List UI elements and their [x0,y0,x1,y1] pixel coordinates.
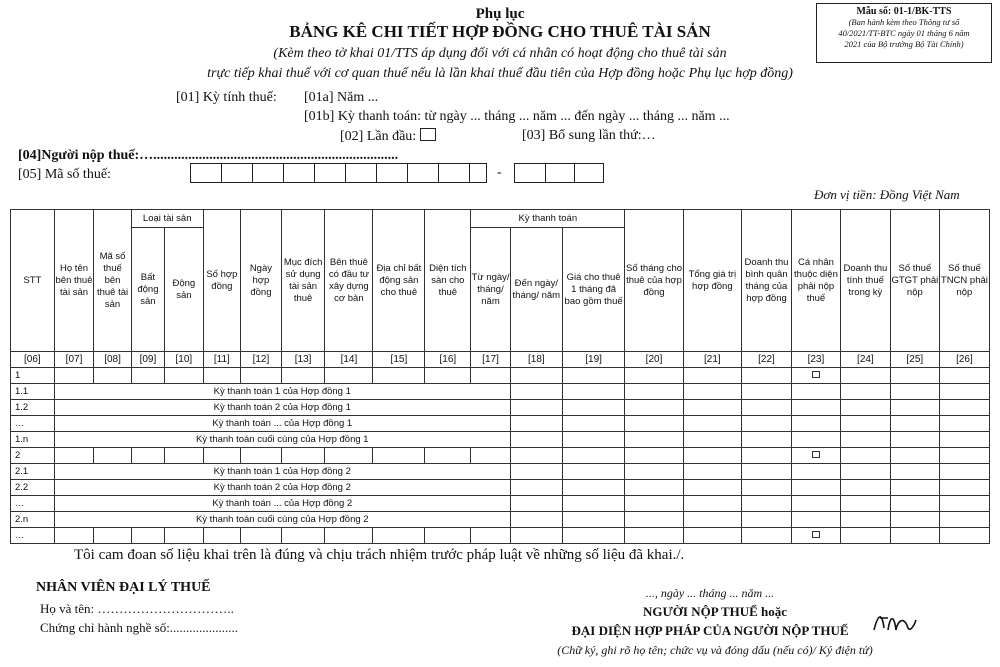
table-cell[interactable] [510,448,562,464]
table-cell[interactable] [683,528,741,544]
table-row [11,464,990,480]
table-cell[interactable] [791,384,840,400]
table-cell[interactable] [625,528,683,544]
table-cell[interactable] [840,384,890,400]
table-cell[interactable] [840,432,890,448]
table-cell[interactable] [54,528,94,544]
col-from-date: Từ ngày/ tháng/ năm [471,228,511,352]
col-real-estate: Bất động sản [131,228,164,352]
table-cell[interactable] [939,416,989,432]
table-cell[interactable] [939,400,989,416]
table-cell[interactable] [840,496,890,512]
table-cell[interactable] [325,368,373,384]
table-cell[interactable] [562,400,625,416]
field-02-label: [02] Lần đầu: [340,129,417,144]
tax-code-digit[interactable] [314,163,346,183]
col-number: [21] [683,352,741,368]
table-cell[interactable] [683,400,741,416]
col-number: [18] [510,352,562,368]
table-cell[interactable] [425,448,471,464]
table-cell[interactable] [562,528,625,544]
col-contract-number: Số hợp đồng [203,210,240,352]
table-cell[interactable] [840,448,890,464]
table-cell[interactable] [281,528,325,544]
row-payment-period-label: Kỳ thanh toán cuối cùng của Hợp đồng 1 [54,432,510,448]
col-number: [22] [741,352,791,368]
row-payment-period-label: Kỳ thanh toán 1 của Hợp đồng 1 [54,384,510,400]
table-cell[interactable] [510,464,562,480]
legal-representative-title: ĐẠI DIỆN HỢP PHÁP CỦA NGƯỜI NỘP THUẾ [571,623,849,638]
table-cell[interactable] [625,496,683,512]
col-number: [16] [425,352,471,368]
table-cell[interactable] [741,496,791,512]
table-cell[interactable] [281,448,325,464]
row-payment-period-label: Kỳ thanh toán cuối cùng của Hợp đồng 2 [54,512,510,528]
col-number: [25] [890,352,939,368]
table-cell[interactable] [741,464,791,480]
table-cell[interactable] [683,512,741,528]
table-cell[interactable] [510,512,562,528]
table-cell[interactable] [625,512,683,528]
form-code: Mẫu số: 01-1/BK-TTS [856,6,952,17]
row-stt: 2.1 [11,464,55,480]
table-cell[interactable] [625,368,683,384]
taxable-checkbox[interactable] [812,371,820,378]
col-number: [10] [165,352,204,368]
row-stt: 2.2 [11,480,55,496]
table-cell[interactable] [562,432,625,448]
table-cell[interactable] [373,448,425,464]
table-cell[interactable] [791,368,840,384]
field-04-taxpayer[interactable]: [04]Người nộp thuế:…...................................................................... [18,148,399,163]
tax-code-digit[interactable] [376,163,408,183]
col-property-address: Địa chỉ bất động sản cho thuê [373,210,425,352]
tax-code-digit[interactable] [345,163,377,183]
table-cell[interactable] [281,368,325,384]
table-cell[interactable] [425,528,471,544]
table-cell[interactable] [471,368,511,384]
table-cell[interactable] [791,400,840,416]
col-number: [15] [373,352,425,368]
table-cell[interactable] [203,528,240,544]
tax-code-digit[interactable] [438,163,470,183]
table-cell[interactable] [890,448,939,464]
table-cell[interactable] [741,480,791,496]
col-to-date: Đến ngày/ tháng/ năm [510,228,562,352]
table-cell[interactable] [510,416,562,432]
table-cell[interactable] [890,368,939,384]
appendix-label: Phụ lục [475,6,525,22]
field-01b-payment-period[interactable]: [01b] Kỳ thanh toán: từ ngày ... tháng ... năm ... đến ngày ... tháng ... năm ... [304,109,730,124]
subtitle-line-1: (Kèm theo tờ khai 01/TTS áp dụng đối với cá nhân có hoạt động cho thuê tài sản [273,46,727,61]
tax-code-digit[interactable] [190,163,222,183]
table-cell[interactable] [840,416,890,432]
col-number: [06] [11,352,55,368]
row-payment-period-label: Kỳ thanh toán ... của Hợp đồng 1 [54,416,510,432]
col-number: [13] [281,352,325,368]
table-cell[interactable] [625,384,683,400]
table-cell[interactable] [203,448,240,464]
contract-detail-table [10,209,990,544]
field-01a-year[interactable]: [01a] Năm ... [304,90,379,105]
table-cell[interactable] [510,528,562,544]
form-note-3: 2021 của Bộ trưởng Bộ Tài Chính) [844,39,964,49]
agent-title: NHÂN VIÊN ĐẠI LÝ THUẾ [36,580,211,595]
table-cell[interactable] [741,400,791,416]
table-cell[interactable] [741,384,791,400]
col-number: [14] [325,352,373,368]
row-stt: 1.2 [11,400,55,416]
col-number: [26] [939,352,989,368]
table-row [11,432,990,448]
table-cell[interactable] [683,368,741,384]
table-cell[interactable] [241,448,282,464]
table-cell[interactable] [54,368,94,384]
table-cell[interactable] [840,464,890,480]
table-cell[interactable] [840,528,890,544]
col-number: [19] [562,352,625,368]
table-cell[interactable] [471,448,511,464]
table-cell[interactable] [510,432,562,448]
handwritten-signature [870,608,920,638]
table-cell[interactable] [625,464,683,480]
table-row [11,512,990,528]
table-cell[interactable] [562,384,625,400]
table-cell[interactable] [840,480,890,496]
field-01-tax-period: [01] Kỳ tính thuế: [176,90,277,105]
table-row [11,384,990,400]
table-row [11,368,990,384]
table-cell[interactable] [683,496,741,512]
table-cell[interactable] [683,448,741,464]
table-cell[interactable] [325,528,373,544]
table-cell[interactable] [625,400,683,416]
table-cell[interactable] [840,512,890,528]
row-payment-period-label: Kỳ thanh toán 2 của Hợp đồng 1 [54,400,510,416]
table-cell[interactable] [939,448,989,464]
tax-code-branch-digit[interactable] [574,163,604,183]
col-months: Số tháng cho thuê của hợp đồng [625,210,683,352]
table-cell[interactable] [890,480,939,496]
col-number: [24] [840,352,890,368]
col-pit-payable: Số thuế TNCN phải nộp [939,210,989,352]
row-stt: … [11,528,55,544]
col-avg-monthly-revenue: Doanh thu bình quân tháng của hợp đồng [741,210,791,352]
row-payment-period-label: Kỳ thanh toán 2 của Hợp đồng 2 [54,480,510,496]
table-row [11,496,990,512]
table-cell[interactable] [625,416,683,432]
table-cell[interactable] [890,496,939,512]
col-lessee-investment: Bên thuê có đầu tư xây dựng cơ bản [325,210,373,352]
table-cell[interactable] [241,368,282,384]
table-cell[interactable] [791,432,840,448]
col-number: [20] [625,352,683,368]
tax-code-digit[interactable] [407,163,439,183]
col-taxable-revenue: Doanh thu tính thuế trong kỳ [840,210,890,352]
row-stt: 2 [11,448,55,464]
agent-certificate-field[interactable]: Chứng chỉ hành nghề số:..................... [40,620,239,635]
table-cell[interactable] [203,368,240,384]
table-cell[interactable] [562,368,625,384]
row-stt: 1.1 [11,384,55,400]
table-cell[interactable] [791,416,840,432]
tax-code-branch-digit[interactable] [514,163,546,183]
table-cell[interactable] [54,448,94,464]
col-monthly-price: Giá cho thuê 1 tháng đã bao gồm thuế [562,228,625,352]
table-cell[interactable] [625,448,683,464]
table-cell[interactable] [683,464,741,480]
taxpayer-title: NGƯỜI NỘP THUẾ hoặc [642,604,788,619]
table-cell[interactable] [131,368,164,384]
form-code-box [816,3,992,63]
row-stt: 1 [11,368,55,384]
table-cell[interactable] [562,480,625,496]
table-cell[interactable] [791,464,840,480]
table-row [11,400,990,416]
col-contract-date: Ngày hợp đồng [241,210,282,352]
tax-code-digit[interactable] [252,163,284,183]
col-number: [11] [203,352,240,368]
table-cell[interactable] [625,432,683,448]
table-cell[interactable] [562,448,625,464]
table-cell[interactable] [939,496,989,512]
table-cell[interactable] [890,416,939,432]
table-cell[interactable] [94,528,131,544]
table-cell[interactable] [939,432,989,448]
table-row [11,416,990,432]
col-movable-property: Động sản [165,228,204,352]
col-number: [23] [791,352,840,368]
table-cell[interactable] [890,464,939,480]
table-cell[interactable] [741,432,791,448]
group-payment-period: Kỳ thanh toán [471,210,625,228]
table-cell[interactable] [791,448,840,464]
col-number: [09] [131,352,164,368]
table-cell[interactable] [562,496,625,512]
table-cell[interactable] [94,368,131,384]
table-cell[interactable] [939,384,989,400]
date-line: ..., ngày ... tháng ... năm ... [645,586,775,600]
table-cell[interactable] [510,384,562,400]
tax-code-digit[interactable] [469,163,487,183]
col-contract-total: Tổng giá trị hợp đồng [683,210,741,352]
table-cell[interactable] [165,448,204,464]
table-cell[interactable] [939,512,989,528]
tax-code-dash: - [497,165,502,180]
table-cell[interactable] [939,528,989,544]
col-stt: STT [11,210,55,352]
table-cell[interactable] [131,528,164,544]
table-cell[interactable] [373,528,425,544]
table-cell[interactable] [510,496,562,512]
col-number: [12] [241,352,282,368]
agent-name-field[interactable]: Họ và tên: ………………………….. [40,601,234,616]
col-lessee-name: Họ tên bên thuê tài sản [54,210,94,352]
table-cell[interactable] [939,368,989,384]
table-cell[interactable] [741,448,791,464]
table-row [11,448,990,464]
table-cell[interactable] [890,528,939,544]
table-cell[interactable] [939,464,989,480]
table-cell[interactable] [939,480,989,496]
form-note-1: (Ban hành kèm theo Thông tư số [848,17,960,27]
subtitle-line-2: trực tiếp khai thuế với cơ quan thuế nếu là lần khai thuế đầu tiên của Hợp đồng hoặc Phụ lục hợp đồng) [207,66,793,81]
taxable-checkbox[interactable] [812,531,820,538]
table-cell[interactable] [625,480,683,496]
table-cell[interactable] [325,448,373,464]
table-cell[interactable] [890,400,939,416]
row-payment-period-label: Kỳ thanh toán ... của Hợp đồng 2 [54,496,510,512]
col-usage-purpose: Mục đích sử dụng tài sản thuê [281,210,325,352]
table-cell[interactable] [562,464,625,480]
table-body [11,368,990,544]
taxable-checkbox[interactable] [812,451,820,458]
field-02-first-time [340,128,436,145]
table-cell[interactable] [94,448,131,464]
row-stt: … [11,496,55,512]
col-number: [08] [94,352,131,368]
declaration-text: Tôi cam đoan số liệu khai trên là đúng và chịu trách nhiệm trước pháp luật về những số liệu đã khai./. [74,547,685,563]
table-cell[interactable] [373,368,425,384]
field-03-supplement[interactable]: [03] Bổ sung lần thứ:… [522,128,656,143]
table-cell[interactable] [840,400,890,416]
col-taxable-individual: Cá nhân thuộc diện phải nộp thuế [791,210,840,352]
form-note-2: 40/2021/TT-BTC ngày 01 tháng 6 năm [838,28,970,38]
table-cell[interactable] [890,432,939,448]
table-row [11,528,990,544]
table-cell[interactable] [165,368,204,384]
table-cell[interactable] [683,384,741,400]
col-number: [07] [54,352,94,368]
table-cell[interactable] [510,480,562,496]
table-cell[interactable] [471,528,511,544]
table-cell[interactable] [741,528,791,544]
table-cell[interactable] [683,416,741,432]
group-asset-type: Loại tài sản [131,210,203,228]
table-cell[interactable] [165,528,204,544]
table-cell[interactable] [562,416,625,432]
table-cell[interactable] [562,512,625,528]
table-cell[interactable] [840,368,890,384]
tax-code-digit[interactable] [221,163,253,183]
table-cell[interactable] [741,512,791,528]
table-cell[interactable] [791,480,840,496]
row-stt: … [11,416,55,432]
row-stt: 2.n [11,512,55,528]
tax-code-digit[interactable] [283,163,315,183]
document-title: BẢNG KÊ CHI TIẾT HỢP ĐỒNG CHO THUÊ TÀI SẢN [289,22,711,41]
col-number: [17] [471,352,511,368]
table-row [11,480,990,496]
currency-unit: Đơn vị tiền: Đồng Việt Nam [814,187,960,202]
tax-code-branch-digit[interactable] [545,163,575,183]
table-cell[interactable] [510,400,562,416]
table-cell[interactable] [683,480,741,496]
table-cell[interactable] [791,496,840,512]
row-payment-period-label: Kỳ thanh toán 1 của Hợp đồng 2 [54,464,510,480]
col-lessee-tax-code: Mã số thuế bên thuê tài sản [94,210,131,352]
col-floor-area: Diện tích sàn cho thuê [425,210,471,352]
table-cell[interactable] [741,416,791,432]
table-cell[interactable] [131,448,164,464]
table-cell[interactable] [683,432,741,448]
table-cell[interactable] [791,512,840,528]
signature-note: (Chữ ký, ghi rõ họ tên; chức vụ và đóng dấu (nếu có)/ Ký điện tử) [557,643,873,657]
row-stt: 1.n [11,432,55,448]
table-cell[interactable] [425,368,471,384]
field-05-tax-code-label: [05] Mã số thuế: [18,167,111,182]
first-time-checkbox[interactable] [420,128,436,141]
table-cell[interactable] [241,528,282,544]
table-cell[interactable] [890,512,939,528]
col-vat-payable: Số thuế GTGT phải nộp [890,210,939,352]
table-cell[interactable] [510,368,562,384]
table-cell[interactable] [741,368,791,384]
table-cell[interactable] [890,384,939,400]
table-cell[interactable] [791,528,840,544]
